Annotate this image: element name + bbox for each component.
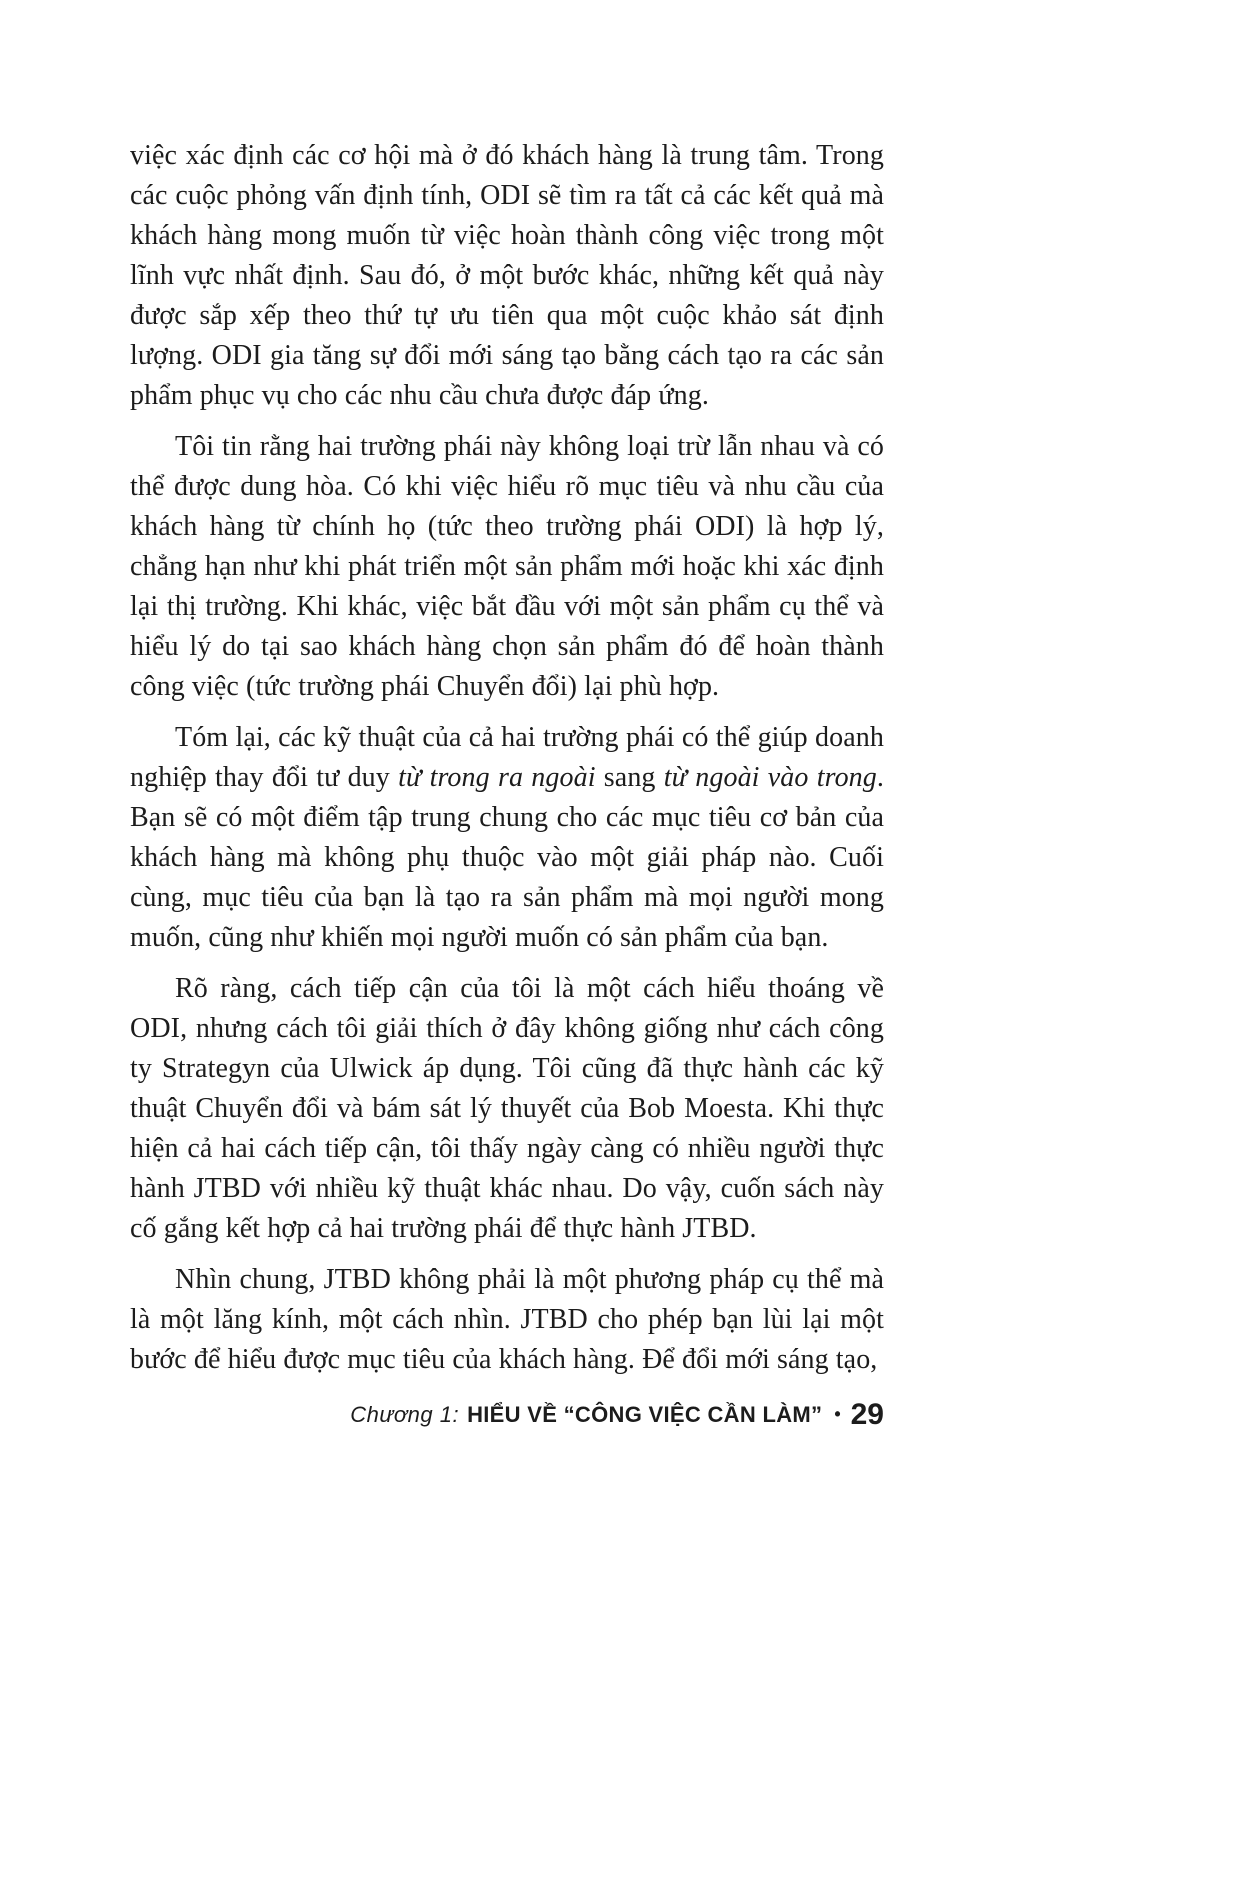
paragraph-text: . Bạn sẽ có một điểm tập trung chung cho các mục tiêu cơ bản của khách hàng mà không phụ thuộc vào một giải pháp nào. Cuối cùng, mục tiêu của bạn là tạo ra sản phẩm mà mọi người mong muốn, cũng như khiến mọi người muốn có sản phẩm của bạn. — [130, 762, 884, 953]
paragraph-text: sang — [595, 762, 664, 793]
paragraph-text-italic: từ trong ra ngoài — [398, 762, 596, 793]
paragraph-text: Tôi tin rằng hai trường phái này không loại trừ lẫn nhau và có thể được dung hòa. Có khi việc hiểu rõ mục tiêu và nhu cầu của khách hàng từ chính họ (tức theo trường phái ODI) là hợp lý, chẳng hạn như khi phát triển một sản phẩm mới hoặc khi xác định lại thị trường. Khi khác, việc bắt đầu với một sản phẩm cụ thể và hiểu lý do tại sao khách hàng chọn sản phẩm đó để hoàn thành công việc (tức trường phái Chuyển đổi) lại phù hợp. — [130, 431, 884, 702]
paragraph-text: việc xác định các cơ hội mà ở đó khách hàng là trung tâm. Trong các cuộc phỏng vấn định tính, ODI sẽ tìm ra tất cả các kết quả mà khách hàng mong muốn từ việc hoàn thành công việc trong một lĩnh vực nhất định. Sau đó, ở một bước khác, những kết quả này được sắp xếp theo thứ tự ưu tiên qua một cuộc khảo sát định lượng. ODI gia tăng sự đổi mới sáng tạo bằng cách tạo ra các sản phẩm phục vụ cho các nhu cầu chưa được đáp ứng. — [130, 140, 884, 411]
footer-bullet: • — [834, 1404, 841, 1424]
chapter-label: Chương 1: — [350, 1402, 460, 1427]
text-block — [130, 136, 884, 1391]
paragraph-text: Nhìn chung, JTBD không phải là một phương pháp cụ thể mà là một lăng kính, một cách nhìn. JTBD cho phép bạn lùi lại một bước để hiểu được mục tiêu của khách hàng. Để đổi mới sáng tạo, — [130, 1264, 884, 1375]
paragraph-text-italic: từ ngoài vào trong — [663, 762, 877, 793]
chapter-title: HIỂU VỀ “CÔNG VIỆC CẦN LÀM” — [467, 1402, 823, 1427]
page-number: 29 — [850, 1398, 884, 1431]
paragraph — [130, 427, 884, 707]
paragraph — [130, 1260, 884, 1380]
paragraph — [130, 969, 884, 1249]
paragraph — [130, 718, 884, 958]
paragraph-text: Tóm lại, các kỹ thuật của cả hai trường phái có thể giúp doanh nghiệp thay đổi tư duy — [130, 722, 884, 793]
paragraph — [130, 136, 884, 416]
page-footer — [130, 1398, 884, 1432]
paragraph-text: Rõ ràng, cách tiếp cận của tôi là một cách hiểu thoáng về ODI, nhưng cách tôi giải thích ở đây không giống như cách công ty Strategyn của Ulwick áp dụng. Tôi cũng đã thực hành các kỹ thuật Chuyển đổi và bám sát lý thuyết của Bob Moesta. Khi thực hiện cả hai cách tiếp cận, tôi thấy ngày càng có nhiều người thực hành JTBD với nhiều kỹ thuật khác nhau. Do vậy, cuốn sách này cố gắng kết hợp cả hai trường phái để thực hành JTBD. — [130, 973, 884, 1244]
